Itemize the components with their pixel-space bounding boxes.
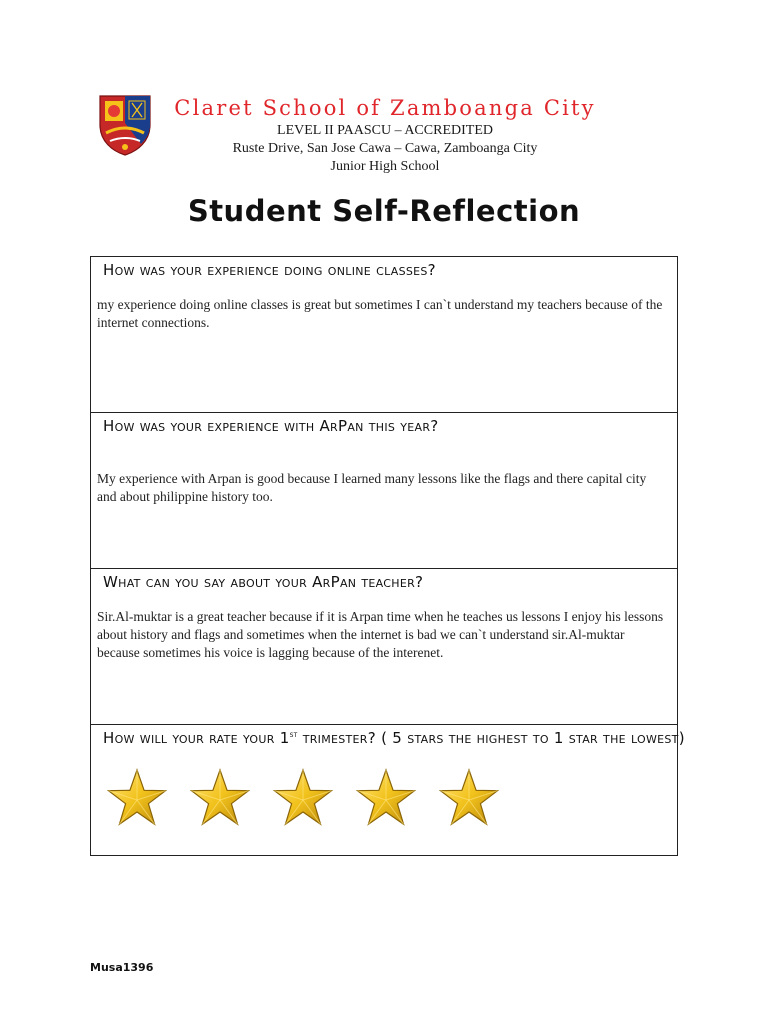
address-line: Ruste Drive, San Jose Cawa – Cawa, Zamboanga City	[232, 141, 538, 156]
question-section-trimester-rating	[91, 725, 685, 855]
accreditation-line: LEVEL II PAASCU – ACCREDITED	[277, 123, 493, 138]
school-crest-logo	[96, 93, 154, 157]
answer-text[interactable]: my experience doing online classes is great but sometimes I can`t understand my teachers because of the internet connections.	[97, 297, 663, 330]
star-icon[interactable]	[271, 767, 335, 831]
star-icon[interactable]	[188, 767, 252, 831]
page-title: Student Self-Reflection	[187, 194, 581, 228]
reflection-form	[90, 256, 685, 856]
question-suffix: trimester? ( 5 stars the highest to 1 star the lowest)	[297, 729, 685, 747]
school-name: Claret School of Zamboanga City	[174, 96, 596, 120]
question-section-arpan-experience	[91, 413, 677, 569]
question-superscript: st	[289, 730, 298, 740]
question-label: How was your experience doing online classes?	[103, 261, 436, 279]
question-section-online-classes	[91, 257, 677, 413]
question-label: What can you say about your ArPan teacher?	[103, 573, 424, 591]
answer-text[interactable]: Sir.Al-muktar is a great teacher because if it is Arpan time when he teaches us lessons I enjoy his lessons about history and flags and sometimes when the internet is bad we can`t understand sir.Al-muktar because sometimes his voice is lagging because of the interenet.	[97, 609, 664, 660]
question-label: How was your experience with ArPan this year?	[103, 417, 439, 435]
school-header	[170, 94, 600, 176]
question-section-arpan-teacher	[91, 569, 677, 725]
star-icon[interactable]	[437, 767, 501, 831]
star-icon[interactable]	[354, 767, 418, 831]
question-label	[103, 729, 685, 747]
answer-text[interactable]: My experience with Arpan is good because I learned many lessons like the flags and there capital city and about philippine history too.	[97, 471, 647, 504]
star-rating[interactable]	[105, 767, 501, 831]
question-prefix: How will your rate your 1	[103, 729, 290, 747]
star-icon[interactable]	[105, 767, 169, 831]
footer-username: Musa1396	[90, 961, 154, 974]
department-line: Junior High School	[330, 159, 440, 174]
